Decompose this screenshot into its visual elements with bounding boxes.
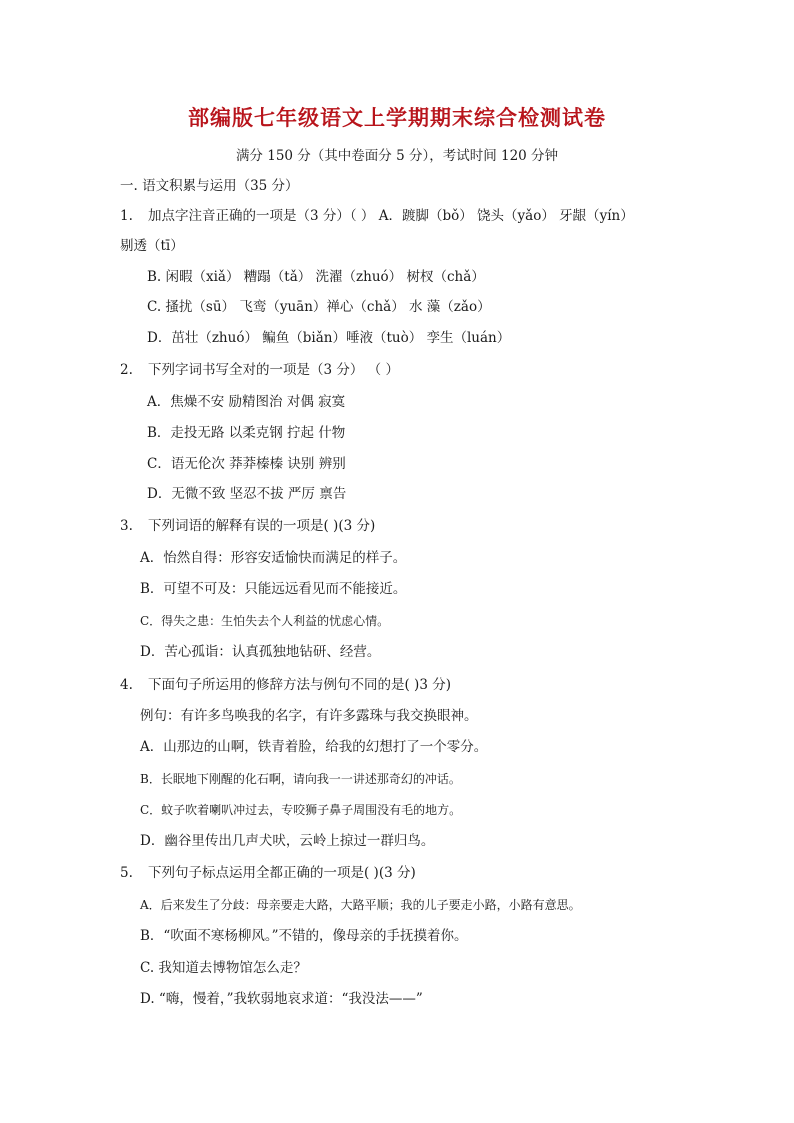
question-5-stem xyxy=(120,864,416,882)
q4-option-b: B．长眠地下刚醒的化石啊，请向我一一讲述那奇幻的冲话。 xyxy=(140,772,461,786)
q2-option-c: C．语无伦次 莽莽榛榛 诀别 辨别 xyxy=(147,456,346,472)
q1-option-b: B. 闲暇（xiǎ） 糟蹋（tǎ） 洗濯（zhuó） 树杈（chǎ） xyxy=(147,269,485,285)
q2-option-a: A．焦燥不安 励精图治 对偶 寂寞 xyxy=(147,394,346,410)
section-heading: 一. 语文积累与运用（35 分） xyxy=(120,178,299,194)
question-text: 下面句子所运用的修辞方法与例句不同的是( )3 分) xyxy=(148,677,451,693)
q5-option-a: A．后来发生了分歧：母亲要走大路，大路平顺；我的儿子要走小路，小路有意思。 xyxy=(140,898,581,912)
question-3-stem xyxy=(120,517,375,535)
question-number: 5. xyxy=(120,865,133,881)
q3-option-d: D．苦心孤诣：认真孤独地钻研、经营。 xyxy=(140,644,381,660)
question-text: 加点字注音正确的一项是（3 分）（ ） A．踱脚（bǒ） 饶头（yǎo） 牙龈（yín） xyxy=(148,208,634,224)
q1-option-c: C. 搔扰（sū） 飞鸾（yuān）禅心（chǎ） 水 藻（zǎo） xyxy=(147,299,491,315)
question-text: 下列句子标点运用全都正确的一项是( )(3 分) xyxy=(148,865,416,881)
question-text: 下列字词书写全对的一项是（3 分） （ ） xyxy=(148,362,399,378)
question-text: 下列词语的解释有误的一项是( )(3 分) xyxy=(148,518,376,534)
exam-title: 部编版七年级语文上学期期末综合检测试卷 xyxy=(188,105,606,130)
q2-option-d: D．无微不致 坚忍不拔 严厉 禀告 xyxy=(147,486,347,502)
q4-example: 例句：有许多鸟唤我的名字，有许多露珠与我交换眼神。 xyxy=(140,708,478,724)
question-number: 3. xyxy=(120,518,133,534)
q4-option-a: A．山那边的山啊，铁青着脸，给我的幻想打了一个零分。 xyxy=(140,739,488,755)
q1-option-d: D．茁壮（zhuó） 鳊鱼（biǎn）唾液（tuò） 孪生（luán） xyxy=(147,330,511,346)
question-1-stem-continued: 剔透（tī） xyxy=(120,238,184,254)
q5-option-d: D. “嗨，慢着，”我软弱地哀求道：“我没法——” xyxy=(140,991,423,1007)
q5-option-c: C. 我知道去博物馆怎么走？ xyxy=(140,960,307,976)
q4-option-c: C．蚊子吹着喇叭冲过去，专咬狮子鼻子周围没有毛的地方。 xyxy=(140,803,462,817)
q5-option-b: B．“吹面不寒杨柳风。”不错的，像母亲的手抚摸着你。 xyxy=(140,928,468,944)
question-1-stem xyxy=(120,207,634,225)
question-4-stem xyxy=(120,676,451,694)
question-number: 4. xyxy=(120,677,133,693)
q4-option-d: D．幽谷里传出几声犬吠，云岭上掠过一群归鸟。 xyxy=(140,833,435,849)
question-number: 2. xyxy=(120,362,133,378)
q3-option-a: A．怡然自得：形容安适愉快而满足的样子。 xyxy=(140,550,407,566)
q3-option-b: B．可望不可及：只能远远看见而不能接近。 xyxy=(140,581,407,597)
question-number: 1. xyxy=(120,208,133,224)
exam-subtitle: 满分 150 分（其中卷面分 5 分），考试时间 120 分钟 xyxy=(235,148,559,164)
q3-option-c: C．得失之患：生怕失去个人利益的忧虑心情。 xyxy=(140,614,390,628)
q2-option-b: B．走投无路 以柔克钢 拧起 什物 xyxy=(147,425,346,441)
question-2-stem xyxy=(120,361,399,379)
